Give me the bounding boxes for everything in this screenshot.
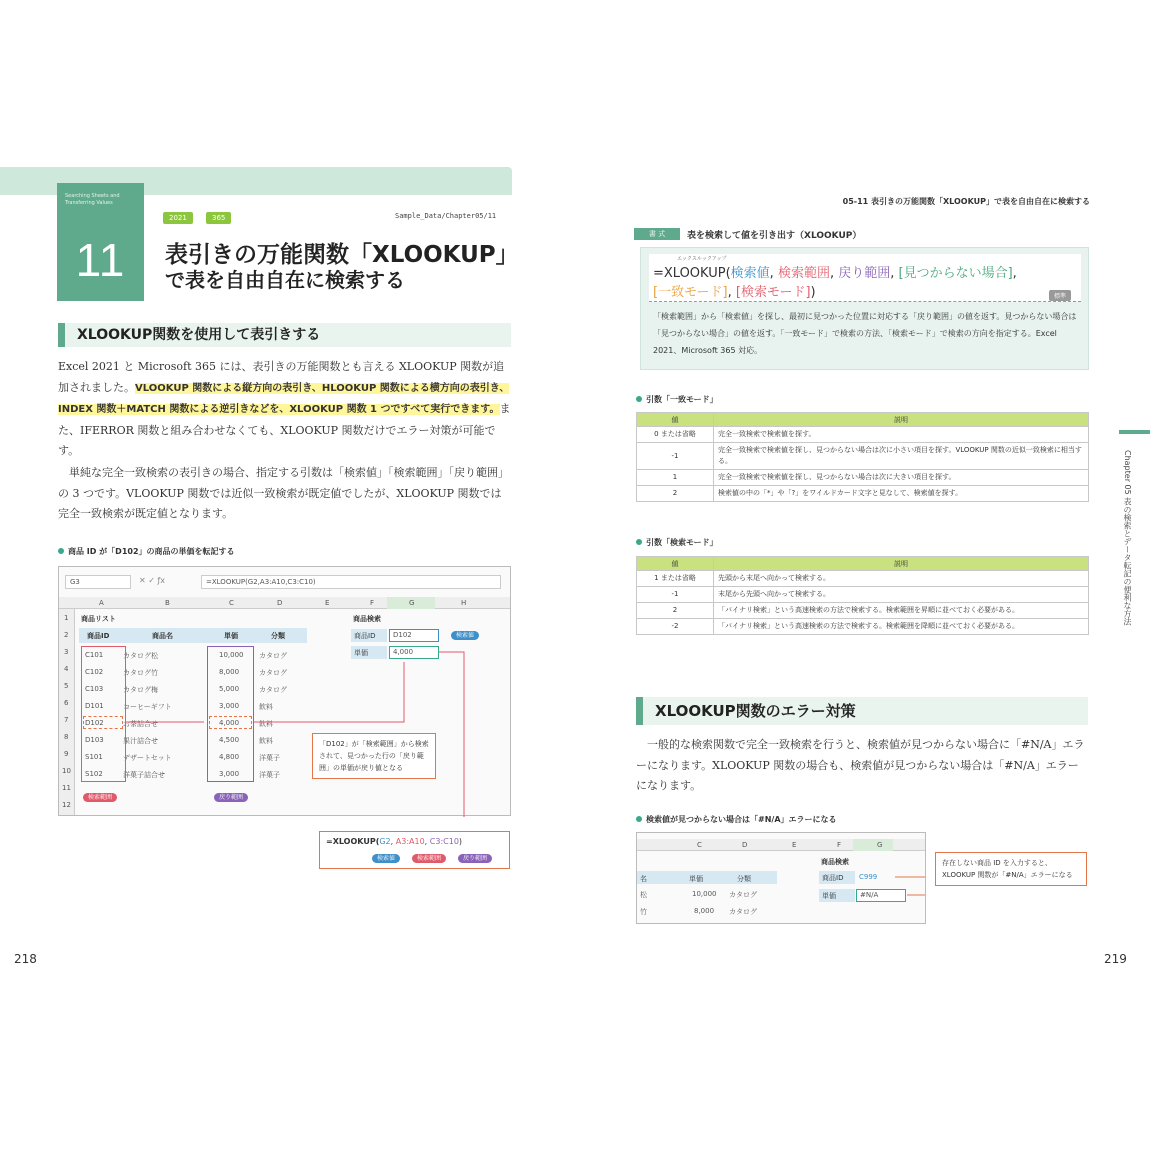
search-mode-body: [637, 571, 1089, 635]
table-cell: 5,000: [219, 685, 240, 693]
formula-callout: [319, 831, 510, 869]
table-cell: 3,000: [219, 702, 240, 710]
table-cell: C103: [85, 685, 104, 693]
page-title-line2: で表を自由自在に検索する: [165, 268, 405, 292]
arg-description: 完全一致検索で検索値を探す。: [714, 427, 1089, 443]
table-cell: 10,000: [219, 651, 244, 659]
pill-return-range: 戻り範囲: [214, 793, 248, 802]
arg-value: -2: [637, 619, 714, 635]
col-header-e: E: [325, 599, 330, 607]
syntax-arg-match-mode: [一致モード]: [653, 285, 728, 300]
table-row: [637, 486, 1089, 502]
th-price: 単価: [224, 632, 238, 640]
version-tag-365: 365: [206, 212, 231, 224]
version-tag-2021: 2021: [163, 212, 193, 224]
formula-ruby: エックスルックアップ: [677, 256, 727, 262]
arg-description: 「バイナリ検索」という高速検索の方法で検索する。検索範囲を降順に並べておく必要がある。: [714, 619, 1089, 635]
excel2-col-e: E: [792, 841, 797, 849]
formula-pill-lookup-value: 検索値: [372, 854, 400, 863]
match-mode-table: [636, 412, 1089, 502]
figure-caption-1: 商品 ID が「D102」の商品の単価を転記する: [58, 546, 235, 557]
arg-description: 末尾から先頭へ向かって検索する。: [714, 587, 1089, 603]
arg-value: -1: [637, 587, 714, 603]
format-label: 書 式: [634, 228, 680, 240]
section-heading-xlookup: XLOOKUP関数を使用して表引きする: [58, 323, 511, 347]
excel2-hdr-price: 単価: [689, 875, 703, 883]
row-header-3: 3: [64, 648, 69, 656]
formula-callout-text: =XLOOKUP(G2, A3:A10, C3:C10): [326, 837, 463, 846]
table-row: [637, 443, 1089, 470]
table-cell: 飲料: [259, 720, 273, 728]
section-heading-error: XLOOKUP関数のエラー対策: [636, 697, 1088, 725]
col-header-g: G: [409, 599, 415, 607]
col-header-d: D: [277, 599, 283, 607]
excel2-r1-price: 10,000: [692, 890, 717, 898]
table-row: [637, 470, 1089, 486]
table-cell: 洋菓子詰合せ: [123, 771, 165, 779]
search-value-price[interactable]: 4,000: [389, 646, 439, 659]
table-cell: 3,000: [219, 770, 240, 778]
table-cell: カタログ: [259, 652, 287, 660]
table-row: [637, 619, 1089, 635]
table-cell: コーヒーギフト: [123, 703, 172, 711]
table-cell: 洋菓子: [259, 771, 280, 779]
table-cell: カタログ竹: [123, 669, 158, 677]
excel2-r1-name: 松: [640, 891, 647, 899]
excel2-value-price[interactable]: #N/A: [856, 889, 906, 902]
formula-pill-lookup-range: 検索範囲: [412, 854, 446, 863]
table-cell: カタログ: [259, 669, 287, 677]
table-cell: デザートセット: [123, 754, 172, 762]
table-cell: 4,800: [219, 753, 240, 761]
th-product-id: 商品ID: [87, 632, 110, 640]
row-header-9: 9: [64, 750, 69, 758]
excel2-col-c: C: [697, 841, 702, 849]
para1-highlight: VLOOKUP 関数による縦方向の表引き、HLOOKUP 関数による横方向の表引き、INDEX 関数＋MATCH 関数による逆引きなどを、XLOOKUP 関数 1 つですべて実行できます。: [58, 382, 510, 415]
chapter-side-text: Chapter 05 表の検索とデータ転記の便利な方法: [1123, 450, 1132, 626]
table-row: [637, 587, 1089, 603]
formula-fn: =XLOOKUP(: [326, 837, 380, 846]
row-header-5: 5: [64, 682, 69, 690]
syntax-line2: [一致モード], [検索モード]): [653, 285, 816, 300]
arg-value: 0 または省略: [637, 427, 714, 443]
excel2-hdr-name: 名: [640, 875, 647, 883]
row-header-10: 10: [62, 767, 71, 775]
syntax-box: [649, 254, 1081, 302]
syntax-arg-return-range: 戻り範囲: [838, 266, 891, 281]
col-header-b: B: [165, 599, 170, 607]
excel2-connector: [637, 833, 927, 925]
row-header-12: 12: [62, 801, 71, 809]
table-cell: 4,000: [219, 719, 240, 727]
table-cell: 果汁詰合せ: [123, 737, 158, 745]
chapter-number-box: [57, 183, 144, 301]
search-value-id[interactable]: D102: [389, 629, 439, 642]
col-header-a: A: [99, 599, 104, 607]
search-label-id: 商品ID: [351, 629, 387, 642]
syntax-arg-search-mode: [検索モード]: [735, 285, 811, 300]
syntax-arg-if-not-found: [見つからない場合]: [898, 266, 1013, 281]
table-cell: D101: [85, 702, 104, 710]
table-row: [637, 427, 1089, 443]
table-cell: 飲料: [259, 703, 273, 711]
syntax-line1: =XLOOKUP(検索値, 検索範囲, 戻り範囲, [見つからない場合],: [653, 266, 1017, 281]
para1-suffix: また、IFERROR 関数と組み合わせなくても、XLOOKUP 関数だけでエラー対策が可能です。: [58, 402, 511, 457]
match-mode-caption: 引数「一致モード」: [636, 394, 718, 405]
arg-value: 2: [637, 486, 714, 502]
col-header-h: H: [461, 599, 467, 607]
table-cell: D102: [85, 719, 104, 727]
error-paragraph: 一般的な検索関数で完全一致検索を行うと、検索値が見つからない場合に「#N/A」エラーになります。XLOOKUP 関数の場合も、検索値が見つからない場合は「#N/A」エラーになります。: [636, 738, 1085, 792]
format-box: [640, 247, 1089, 370]
table-cell: カタログ松: [123, 652, 158, 660]
search-label-price: 単価: [351, 646, 387, 659]
page-title-line1: 表引きの万能関数「XLOOKUP」: [165, 242, 519, 268]
error-explanation-callout: 存在しない商品 ID を入力すると、XLOOKUP 関数が「#N/A」エラーになる: [935, 852, 1087, 886]
search-area-title: 商品検索: [353, 615, 381, 623]
table-cell: 洋菓子: [259, 754, 280, 762]
pill-lookup-range: 検索範囲: [83, 793, 117, 802]
excel-screenshot: [58, 566, 511, 816]
table-cell: カタログ: [259, 686, 287, 694]
th-product-name: 商品名: [152, 632, 173, 640]
table-cell: 4,500: [219, 736, 240, 744]
search-mode-th-value: 値: [637, 557, 714, 571]
formula-arg3: C3:C10: [429, 837, 459, 846]
standard-badge: 標準: [1049, 290, 1071, 301]
excel2-r2-cat: カタログ: [729, 908, 757, 916]
name-box[interactable]: G3: [65, 575, 131, 589]
table-cell: 飲料: [259, 737, 273, 745]
excel2-value-id[interactable]: C999: [859, 873, 878, 881]
arg-value: -1: [637, 443, 714, 470]
running-head: 05-11 表引きの万能関数「XLOOKUP」で表を自由自在に検索する: [842, 197, 1090, 206]
excel2-label-id: 商品ID: [819, 871, 855, 884]
excel2-col-f: F: [837, 841, 842, 849]
table-row: [637, 603, 1089, 619]
row-header-6: 6: [64, 699, 69, 707]
table-title: 商品リスト: [81, 615, 116, 623]
search-mode-caption: 引数「検索モード」: [636, 537, 718, 548]
excel2-r1-cat: カタログ: [729, 891, 757, 899]
match-mode-th-value: 値: [637, 413, 714, 427]
formula-arg2: A3:A10: [395, 837, 425, 846]
excel2-search-title: 商品検索: [821, 858, 849, 866]
col-header-f: F: [370, 599, 375, 607]
row-header-1: 1: [64, 614, 69, 622]
chapter-subtitle: Searching Sheets and Transferring Values: [65, 193, 120, 206]
arg-description: 完全一致検索で検索値を探し、見つからない場合は次に大きい項目を探す。: [714, 470, 1089, 486]
arg-description: 完全一致検索で検索値を探し、見つからない場合は次に小さい項目を探す。VLOOKUP 関数の近似一致検索に相当する。: [714, 443, 1089, 470]
table-cell: S102: [85, 770, 103, 778]
formula-bar[interactable]: =XLOOKUP(G2,A3:A10,C3:C10): [201, 575, 501, 589]
syntax-fn: =XLOOKUP(: [653, 266, 731, 281]
arg-description: 検索値の中の「*」や「?」をワイルドカード文字と見なして、検索値を探す。: [714, 486, 1089, 502]
body-paragraph-2: 単純な完全一致検索の表引きの場合、指定する引数は「検索値」「検索範囲」「戻り範囲」の 3 つです。VLOOKUP 関数では近似一致検索が既定値でしたが、XLOOKUP 関数では完全一致検索が既定値となります。: [58, 466, 509, 520]
table-row: [637, 571, 1089, 587]
excel-screenshot-error: [636, 832, 926, 924]
body-paragraph-1: [58, 357, 512, 462]
syntax-arg-lookup-value: 検索値: [730, 266, 770, 281]
format-title: 表を検索して値を引き出す（XLOOKUP）: [687, 231, 862, 241]
row-header-7: 7: [64, 716, 69, 724]
col-header-c: C: [229, 599, 234, 607]
page-number-left: 218: [14, 952, 37, 966]
page-number-right: 219: [1104, 952, 1127, 966]
excel2-label-price: 単価: [819, 889, 855, 902]
arg-value: 1: [637, 470, 714, 486]
match-mode-body: [637, 427, 1089, 502]
formula-pill-return-range: 戻り範囲: [458, 854, 492, 863]
table-cell: お茶詰合せ: [123, 720, 158, 728]
row-header-2: 2: [64, 631, 69, 639]
search-mode-table: [636, 556, 1089, 635]
formula-close: ): [458, 837, 463, 846]
format-description: 「検索範囲」から「検索値」を探し、最初に見つかった位置に対応する「戻り範囲」の値を返す。見つからない場合は「見つからない場合」の値を返す。「一致モード」で検索の方法、「検索モード」で検索の方向を指定する。Excel 2021、Microsoft 365 対応。: [653, 312, 1077, 355]
excel2-col-d: D: [742, 841, 748, 849]
search-mode-th-desc: 説明: [714, 557, 1089, 571]
para1-prefix: Excel 2021 と Microsoft 365 には、表引きの万能関数とも言える XLOOKUP 関数が追加されました。: [58, 360, 505, 394]
arg-value: 1 または省略: [637, 571, 714, 587]
excel2-r2-price: 8,000: [694, 907, 715, 915]
syntax-arg-lookup-range: 検索範囲: [777, 266, 830, 281]
excel2-r2-name: 竹: [640, 908, 647, 916]
figure-caption-2: 検索値が見つからない場合は「#N/A」エラーになる: [636, 814, 837, 825]
arg-description: 先頭から末尾へ向かって検索する。: [714, 571, 1089, 587]
table-cell: C101: [85, 651, 104, 659]
sample-data-path: Sample_Data/Chapter05/11: [395, 212, 497, 220]
fx-icon: ✕ ✓ ƒx: [139, 576, 166, 585]
match-mode-th-desc: 説明: [714, 413, 1089, 427]
arg-description: 「バイナリ検索」という高速検索の方法で検索する。検索範囲を昇順に並べておく必要がある。: [714, 603, 1089, 619]
table-cell: 8,000: [219, 668, 240, 676]
table-cell: カタログ梅: [123, 686, 158, 694]
arg-value: 2: [637, 603, 714, 619]
row-header-8: 8: [64, 733, 69, 741]
chapter-number: 11: [75, 234, 126, 286]
formula-arg1: G2: [379, 837, 391, 846]
lookup-explanation-callout: 「D102」が「検索範囲」から検索されて、見つかった行の「戻り範囲」の単価が戻り値となる: [312, 733, 436, 779]
table-cell: C102: [85, 668, 104, 676]
excel2-hdr-cat: 分類: [737, 875, 751, 883]
row-header-4: 4: [64, 665, 69, 673]
connector-lines: [59, 567, 512, 817]
chapter-side-tab: [1119, 430, 1150, 434]
excel2-col-g: G: [877, 841, 883, 849]
row-header-11: 11: [62, 784, 71, 792]
table-cell: D103: [85, 736, 104, 744]
pill-lookup-value: 検索値: [451, 631, 479, 640]
th-category: 分類: [271, 632, 285, 640]
table-cell: S101: [85, 753, 103, 761]
